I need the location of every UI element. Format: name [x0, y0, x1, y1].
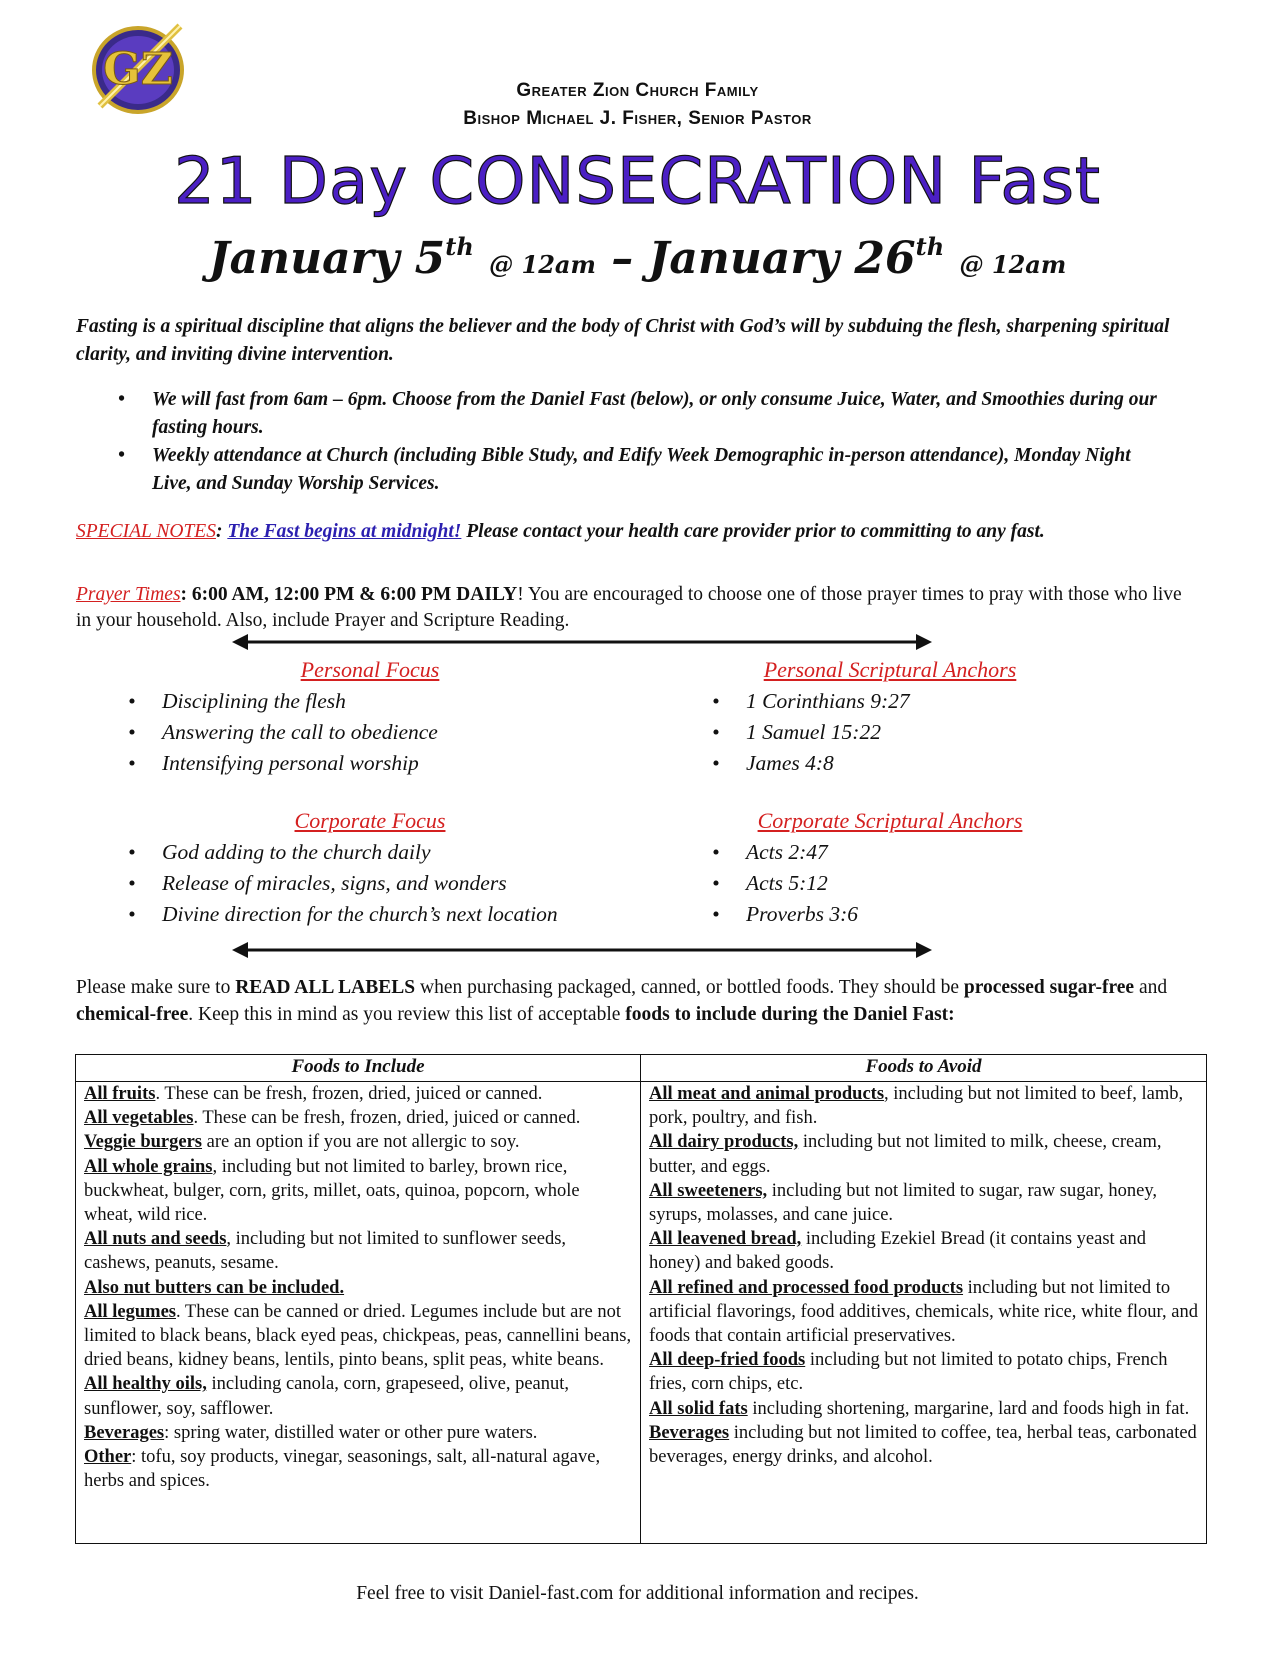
item-key: All refined and processed food products	[649, 1277, 964, 1298]
include-item	[84, 1082, 632, 1106]
list-item: • Proverbs 3:6	[746, 899, 1166, 930]
list-item: • Intensifying personal worship	[162, 748, 662, 779]
list-item: • We will fast from 6am – 6pm. Choose from the Daniel Fast (below), or only consume Juice, Water, and Smoothies during our fasting hours.	[152, 386, 1172, 442]
item-text: including canola, corn, grapeseed, olive, peanut, sunflower, soy, safflower.	[84, 1374, 570, 1419]
include-column	[76, 1082, 641, 1544]
start-time: @ 12am	[489, 250, 596, 279]
personal-focus-list	[162, 686, 662, 779]
list-item: • Weekly attendance at Church (including Bible Study, and Edify Week Demographic in-person attendance), Monday Night Live, and Sunday Worship Services.	[152, 442, 1172, 498]
end-time: @ 12am	[959, 250, 1067, 279]
include-item	[84, 1276, 632, 1300]
item-key: All whole grains	[84, 1156, 213, 1177]
midnight-notice: The Fast begins at midnight!	[227, 521, 462, 542]
item-key: Also nut butters can be included.	[84, 1277, 345, 1298]
item-text: including shortening, margarine, lard and foods high in fat.	[747, 1398, 1190, 1419]
item-key: All vegetables	[84, 1108, 194, 1129]
logo-letters: GZ	[103, 44, 173, 95]
include-item	[84, 1300, 632, 1373]
avoid-header: Foods to Avoid	[641, 1055, 1207, 1082]
item-text: are an option if you are not allergic to soy.	[202, 1132, 520, 1153]
item-key: All solid fats	[649, 1398, 748, 1419]
item-key: All leavened bread,	[649, 1229, 802, 1250]
include-item	[84, 1106, 632, 1130]
item-key: Beverages	[84, 1422, 165, 1443]
list-item: • Answering the call to obedience	[162, 717, 662, 748]
item-text: . These can be canned or dried. Legumes include but are not limited to black beans, black eyed peas, chickpeas, peas, cannellini beans, dried beans, kidney beans, lentils, pinto beans, split peas, white beans.	[84, 1301, 632, 1371]
avoid-item	[649, 1227, 1198, 1275]
item-text: including but not limited to potato chips, French fries, corn chips, etc.	[649, 1350, 1168, 1395]
include-header: Foods to Include	[76, 1055, 641, 1082]
avoid-item	[649, 1179, 1198, 1227]
page-title: 21 Day CONSECRATION Fast	[173, 145, 1102, 219]
include-item	[84, 1372, 632, 1420]
text-bold: processed sugar-free	[963, 977, 1135, 998]
end-suffix: th	[915, 232, 945, 261]
item-key: All nuts and seeds	[84, 1229, 227, 1250]
item-text: including but not limited to sugar, raw sugar, honey, syrups, molasses, and cane juice.	[649, 1180, 1158, 1226]
item-text: including Ezekiel Bread (it contains yeast and honey) and baked goods.	[649, 1229, 1147, 1274]
item-text: . These can be fresh, frozen, dried, juiced or canned.	[193, 1108, 581, 1129]
list-item: • Disciplining the flesh	[162, 686, 662, 717]
include-item	[84, 1227, 632, 1275]
pastor-name: Bishop Michael J. Fisher, Senior Pastor	[463, 108, 812, 129]
include-item	[84, 1155, 632, 1228]
list-item: • Release of miracles, signs, and wonders	[162, 868, 682, 899]
list-item: • James 4:8	[746, 748, 1166, 779]
date-dash: –	[611, 233, 634, 284]
intro-paragraph: Fasting is a spiritual discipline that aligns the believer and the body of Christ with God’s will by subduing the flesh, sharpening spiritual clarity, and inviting divine intervention.	[76, 316, 1170, 365]
include-item	[84, 1421, 632, 1445]
text: and	[1134, 977, 1168, 998]
item-text: , including but not limited to beef, lamb, pork, poultry, and fish.	[649, 1084, 1184, 1129]
special-notes-label: SPECIAL NOTES	[76, 521, 216, 542]
list-item: • Acts 5:12	[746, 868, 1166, 899]
item-key: Other	[84, 1447, 132, 1468]
special-notes	[76, 518, 1196, 546]
prayer-times-text: You are encouraged to choose one of those prayer times to pray with those who live in your household. Also, include Prayer and Scripture Reading.	[76, 584, 1182, 631]
corporate-focus-heading: Corporate Focus	[294, 808, 446, 833]
avoid-column	[641, 1082, 1207, 1544]
text-bold: foods to include during the Daniel Fast:	[625, 1004, 955, 1025]
avoid-item	[649, 1397, 1198, 1421]
personal-anchors-list	[746, 686, 1166, 779]
divider-arrow-bottom	[232, 940, 932, 960]
item-text: including but not limited to artificial flavorings, food additives, chemicals, white rice, white flour, and foods that contain artificial preservatives.	[649, 1277, 1198, 1347]
prayer-times-label: Prayer Times	[76, 584, 181, 605]
item-key: All dairy products,	[649, 1132, 799, 1153]
item-text: including but not limited to milk, cheese, cream, butter, and eggs.	[649, 1132, 1162, 1177]
text: Please make sure to	[76, 977, 236, 998]
item-key: All healthy oils,	[84, 1374, 207, 1395]
prayer-times	[76, 582, 1196, 634]
item-key: All deep-fried foods	[649, 1350, 806, 1371]
exclaim: !	[517, 584, 524, 605]
text-bold: READ ALL LABELS	[235, 977, 416, 998]
church-logo	[88, 18, 188, 118]
item-text: , including but not limited to barley, brown rice, buckwheat, bulger, corn, grits, millet, oats, quinoa, popcorn, whole wheat, wild rice.	[84, 1156, 580, 1226]
church-name: Greater Zion Church Family	[516, 80, 759, 101]
list-item: • 1 Samuel 15:22	[746, 717, 1166, 748]
avoid-item	[649, 1130, 1198, 1178]
text: . Keep this in mind as you review this list of acceptable	[188, 1004, 626, 1025]
end-date: January 26	[648, 233, 916, 284]
personal-focus-heading: Personal Focus	[300, 657, 440, 682]
text: when purchasing packaged, canned, or bottled foods. They should be	[415, 977, 964, 998]
avoid-item	[649, 1421, 1198, 1469]
avoid-item	[649, 1276, 1198, 1349]
avoid-item	[649, 1082, 1198, 1130]
corporate-anchors-heading: Corporate Scriptural Anchors	[757, 808, 1023, 833]
prayer-times-value: : 6:00 AM, 12:00 PM & 6:00 PM DAILY	[180, 584, 518, 605]
text-bold: chemical-free	[76, 1004, 189, 1025]
item-key: Veggie burgers	[84, 1132, 203, 1153]
list-item: • Acts 2:47	[746, 837, 1166, 868]
item-text: : spring water, distilled water or other pure waters.	[164, 1422, 538, 1443]
include-item	[84, 1130, 632, 1154]
footer-note: Feel free to visit Daniel-fast.com for additional information and recipes.	[356, 1583, 919, 1604]
include-item	[84, 1445, 632, 1493]
start-date: January 5	[208, 233, 446, 284]
personal-anchors-heading: Personal Scriptural Anchors	[763, 657, 1017, 682]
avoid-item	[649, 1348, 1198, 1396]
item-key: Beverages	[649, 1422, 730, 1443]
corporate-anchors-list	[746, 837, 1166, 930]
start-suffix: th	[445, 232, 474, 261]
labels-note	[76, 974, 1186, 1028]
item-text: . These can be fresh, frozen, dried, juiced or canned.	[155, 1084, 543, 1104]
item-text: : tofu, soy products, vinegar, seasonings, salt, all-natural agave, herbs and spices.	[84, 1447, 601, 1492]
item-text: including but not limited to coffee, tea, herbal teas, carbonated beverages, energy drinks, and alcohol.	[649, 1422, 1197, 1468]
corporate-focus-list	[162, 837, 682, 930]
fast-dates	[0, 232, 1275, 284]
item-key: All fruits	[84, 1084, 156, 1104]
item-key: All meat and animal products	[649, 1084, 885, 1104]
colon: :	[215, 521, 223, 542]
list-item: • Divine direction for the church’s next location	[162, 899, 682, 930]
guidelines-list	[152, 386, 1172, 498]
list-item: • God adding to the church daily	[162, 837, 682, 868]
list-item: • 1 Corinthians 9:27	[746, 686, 1166, 717]
item-key: All legumes	[84, 1301, 176, 1322]
foods-table	[75, 1054, 1207, 1544]
divider-arrow-top	[232, 632, 932, 652]
item-key: All sweeteners,	[649, 1180, 768, 1201]
special-notes-text: Please contact your health care provider prior to committing to any fast.	[461, 521, 1045, 542]
item-text: , including but not limited to sunflower seeds, cashews, peanuts, sesame.	[84, 1229, 567, 1274]
